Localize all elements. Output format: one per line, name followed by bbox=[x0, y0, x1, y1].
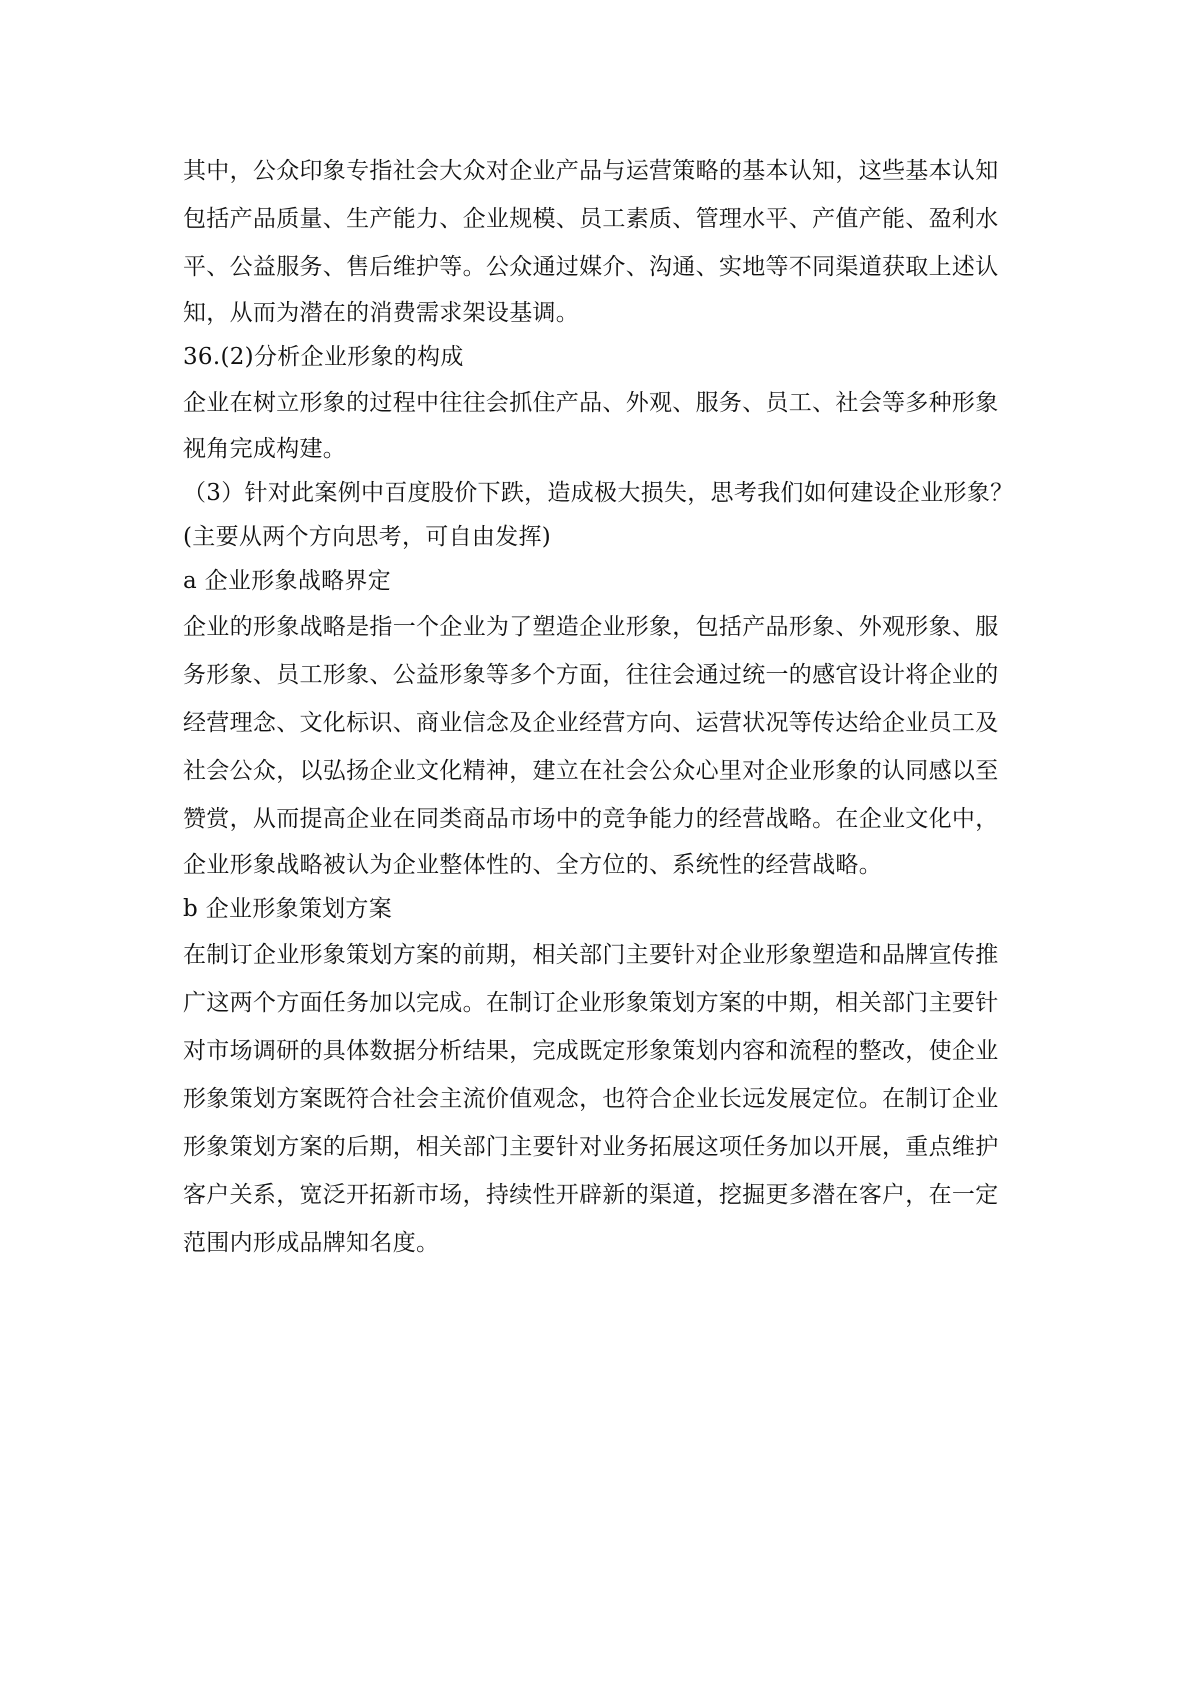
body-line-24: 范围内形成品牌知名度。 bbox=[183, 1230, 440, 1256]
body-line-21: 形象策划方案既符合社会主流价值观念，也符合企业长远发展定位。在制订企业 bbox=[183, 1086, 999, 1112]
body-line-14: 社会公众，以弘扬企业文化精神，建立在社会公众心里对企业形象的认同感以至 bbox=[183, 758, 999, 784]
body-line-12: 务形象、员工形象、公益形象等多个方面，往往会通过统一的感官设计将企业的 bbox=[183, 662, 999, 688]
question-3-line-1: （3）针对此案例中百度股价下跌，造成极大损失，思考我们如何建设企业形象？ bbox=[183, 480, 1014, 506]
body-line-3: 平、公益服务、售后维护等。公众通过媒介、沟通、实地等不同渠道获取上述认 bbox=[183, 254, 999, 280]
body-line-1: 其中，公众印象专指社会大众对企业产品与运营策略的基本认知，这些基本认知 bbox=[183, 158, 999, 184]
body-line-7: 视角完成构建。 bbox=[183, 436, 347, 462]
body-line-13: 经营理念、文化标识、商业信念及企业经营方向、运营状况等传达给企业员工及 bbox=[183, 710, 999, 736]
body-line-16: 企业形象战略被认为企业整体性的、全方位的、系统性的经营战略。 bbox=[183, 852, 882, 878]
body-line-11: 企业的形象战略是指一个企业为了塑造企业形象，包括产品形象、外观形象、服 bbox=[183, 614, 999, 640]
body-line-23: 客户关系，宽泛开拓新市场，持续性开辟新的渠道，挖掘更多潜在客户，在一定 bbox=[183, 1182, 999, 1208]
body-line-22: 形象策划方案的后期，相关部门主要针对业务拓展这项任务加以开展，重点维护 bbox=[183, 1134, 999, 1160]
body-line-20: 对市场调研的具体数据分析结果，完成既定形象策划内容和流程的整改，使企业 bbox=[183, 1038, 999, 1064]
body-line-6: 企业在树立形象的过程中往往会抓住产品、外观、服务、员工、社会等多种形象 bbox=[183, 390, 999, 416]
body-line-18: 在制订企业形象策划方案的前期，相关部门主要针对企业形象塑造和品牌宣传推 bbox=[183, 942, 999, 968]
body-line-19: 广这两个方面任务加以完成。在制订企业形象策划方案的中期，相关部门主要针 bbox=[183, 990, 999, 1016]
body-line-4: 知，从而为潜在的消费需求架设基调。 bbox=[183, 300, 580, 326]
question-3-line-2: (主要从两个方向思考，可自由发挥) bbox=[183, 524, 552, 550]
body-line-2: 包括产品质量、生产能力、企业规模、员工素质、管理水平、产值产能、盈利水 bbox=[183, 206, 999, 232]
section-heading-36-2: 36.(2)分析企业形象的构成 bbox=[183, 344, 464, 370]
subheading-b: b 企业形象策划方案 bbox=[183, 896, 393, 922]
body-line-15: 赞赏，从而提高企业在同类商品市场中的竞争能力的经营战略。在企业文化中， bbox=[183, 806, 999, 832]
document-body bbox=[183, 147, 1023, 1267]
subheading-a: a 企业形象战略界定 bbox=[183, 568, 392, 594]
